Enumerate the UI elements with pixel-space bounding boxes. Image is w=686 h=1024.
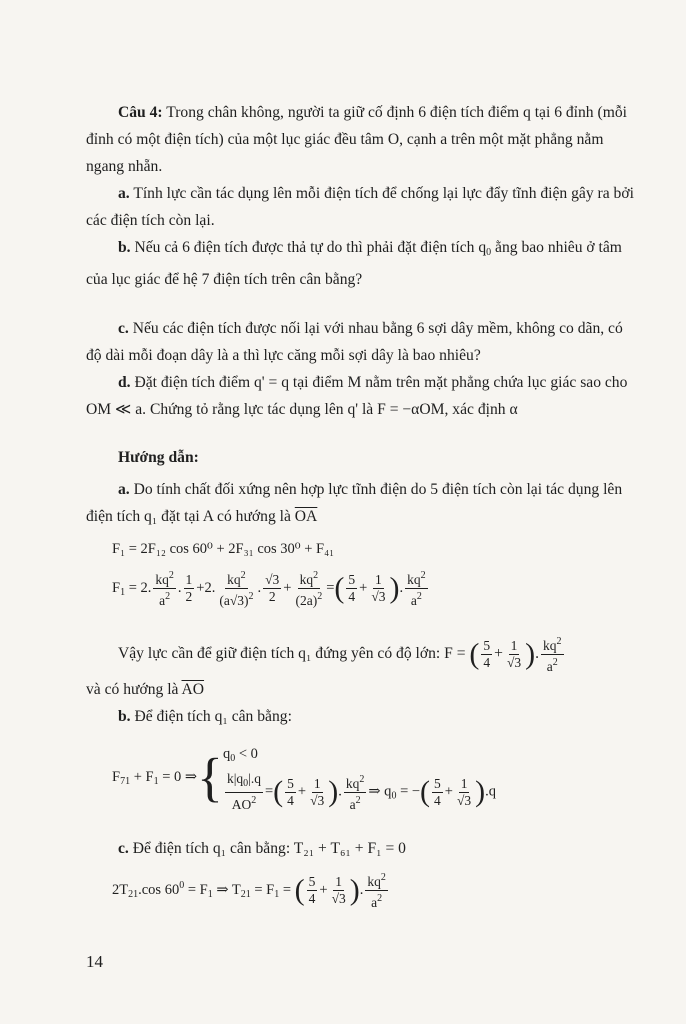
d-formula: F = −αOM: [377, 401, 445, 418]
page-number: 14: [86, 952, 103, 971]
vector-ao: $\overline{AO}$: [181, 681, 205, 698]
guide-heading: Hướng dẫn:: [118, 449, 199, 466]
equation-system: $F_{71} + F_1 = 0$ ⇒{ $q_0 < 0$ $\frac{k|q_0|.q}{AO^2}$ =( $\frac{5}{4}$ + $\frac{1}{√3}$ ). $\frac{kq^2}{a^2}$ ⇒ $q_0$ = −( $\frac{5}{4}$ + $\frac{1}{√3}$ ).q: [112, 746, 497, 812]
question-part-d: d. Đặt điện tích điểm q' = q tại điểm M nằm trên mặt phẳng chứa lục giác sao cho OM ≪ a. Chứng tỏ rằng lực tác dụng lên q' là F = −αOM, xác định α: [86, 374, 628, 418]
guide-part-a: a. Do tính chất đối xứng nên hợp lực tĩnh điện do 5 điện tích còn lại tác dụng lên điện tích q₁ đặt tại A có hướng là $\overline{OA}$: [86, 481, 623, 525]
equation-f1-value: $F_1 = 2$. $\frac{kq^2}{a^2}$ . $\frac{1}{2}$ +2. $\frac{kq^2}{(a√3)^2}$ . $\frac{√3}{2}$ + $\frac{kq^2}{(2a)^2}$ =( $\frac{5}{4}$ + $\frac{1}{√3}$ ). $\frac{kq^2}{a^2}$: [112, 570, 426, 608]
equation-tension: $2T_{21}.\cos$ $60^0 = F_1$ ⇒ $T_{21} = F_1$ = ( $\frac{5}{4}$ + $\frac{1}{√3}$ ). $\frac{kq^2}{a^2}$: [112, 872, 386, 910]
question-part-a: a. Tính lực cần tác dụng lên mỗi điện tích để chống lại lực đẩy tĩnh điện gây ra bởi các điện tích còn lại.: [86, 185, 634, 229]
guide-part-b: b. Để điện tích q₁ cân bằng:: [118, 708, 292, 725]
question-label: Câu 4:: [118, 104, 163, 121]
question-text: Trong chân không, người ta giữ cố định 6 điện tích điểm q tại 6 đỉnh (mỗi đỉnh có một điện tích) của một lục giác đều tâm O, cạnh a trên một mặt phẳng nằm ngang nhẵn.: [86, 104, 627, 175]
question-paragraph: [86, 99, 634, 180]
guide-part-c: c. Để điện tích q₁ cân bằng: T₂₁ + T₆₁ + F₁ = 0: [118, 840, 406, 857]
question-part-b: b. Nếu cả 6 điện tích được thả tự do thì phải đặt điện tích $q_0$ ằng bao nhiêu ở tâm của lục giác để hệ 7 điện tích trên cân bằng?: [86, 239, 622, 288]
equation-f1-sum: F₁ = 2F₁₂ cos 60⁰ + 2F₃₁ cos 30⁰ + F₄₁: [112, 541, 335, 557]
tension-vector-equation: T₂₁ + T₆₁ + F₁ = 0: [293, 840, 406, 857]
conclusion-direction: và có hướng là $\overline{AO}$: [86, 681, 205, 698]
vector-oa: $\overline{OA}$: [294, 508, 318, 525]
question-part-c: c. Nếu các điện tích được nối lại với nhau bằng 6 sợi dây mềm, không co dãn, có độ dài mỗi đoạn dây là a thì lực căng mỗi sợi dây là bao nhiêu?: [86, 320, 623, 364]
conclusion-line: Vậy lực cần để giữ điện tích q₁ đứng yên có độ lớn: F = ( $\frac{5}{4}$ + $\frac{1}{√3}$ ). $\frac{kq^2}{a^2}$: [118, 636, 562, 674]
